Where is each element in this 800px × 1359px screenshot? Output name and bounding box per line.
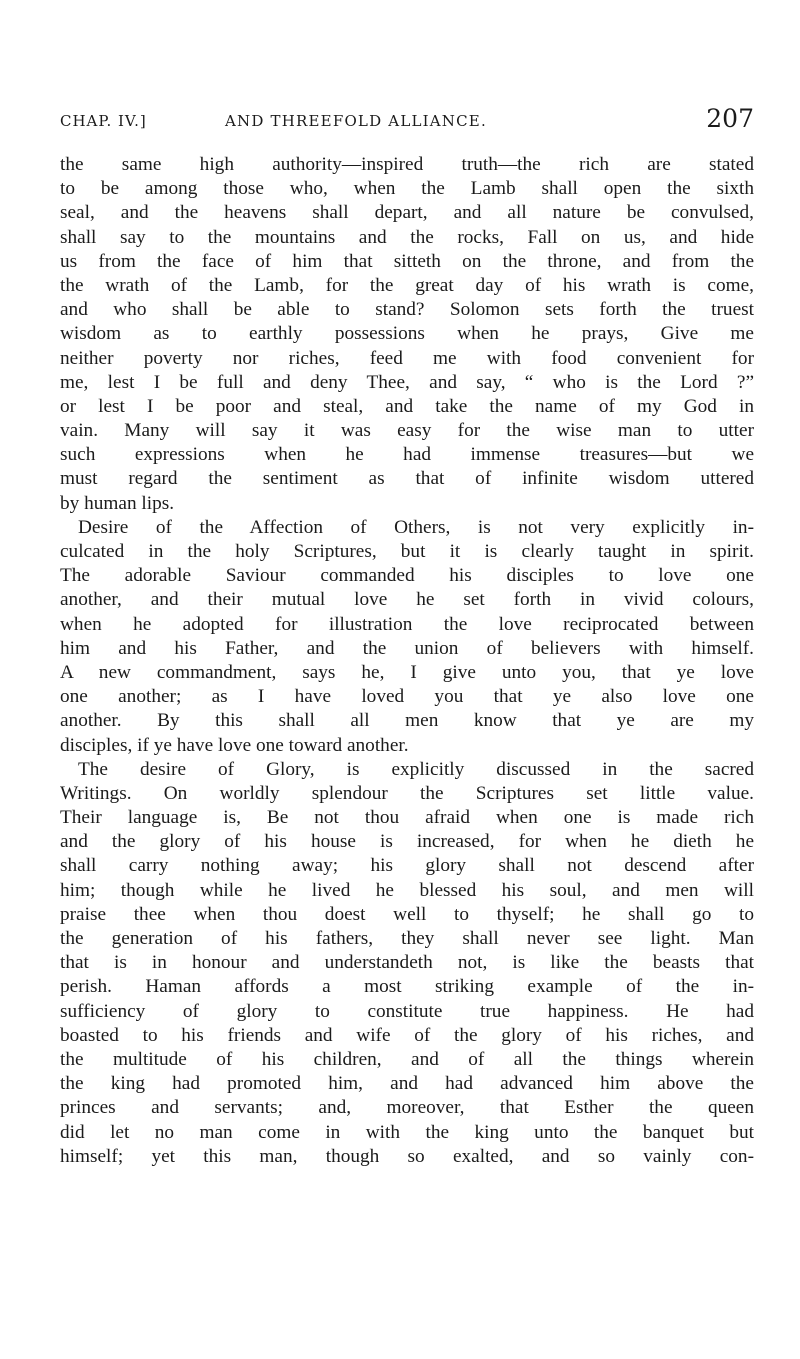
text-line: wisdom as to earthly possessions when he prays, Give me xyxy=(60,323,754,345)
text-line: him; though while he lived he blessed his soul, and men will xyxy=(60,879,754,901)
text-line: another, and their mutual love he set forth in vivid colours, xyxy=(60,589,754,611)
text-line: sufficiency of glory to constitute true happiness. He had xyxy=(60,1000,754,1022)
text-line: Desire of the Affection of Others, is not very explicitly in- xyxy=(78,516,754,538)
text-line: and who shall be able to stand? Solomon sets forth the truest xyxy=(60,299,754,321)
text-line: vain. Many will say it was easy for the wise man to utter xyxy=(60,420,754,442)
chapter-label: CHAP. IV.] xyxy=(60,112,147,130)
text-line: praise thee when thou doest well to thyself; he shall go to xyxy=(60,903,754,925)
text-line: seal, and the heavens shall depart, and all nature be convulsed, xyxy=(60,202,754,224)
text-line: shall carry nothing away; his glory shall not descend after xyxy=(60,855,754,877)
text-line: the king had promoted him, and had advanced him above the xyxy=(60,1073,754,1095)
text-line: and the glory of his house is increased, for when he dieth he xyxy=(60,831,754,853)
text-line: must regard the sentiment as that of infinite wisdom uttered xyxy=(60,468,754,490)
text-line: culcated in the holy Scriptures, but it is clearly taught in spirit. xyxy=(60,541,754,562)
text-line: perish. Haman affords a most striking example of the in- xyxy=(60,976,754,998)
text-line: himself; yet this man, though so exalted, and so vainly con- xyxy=(60,1145,754,1167)
text-line: neither poverty nor riches, feed me with food convenient for xyxy=(60,347,754,369)
text-line: disciples, if ye have love one toward another. xyxy=(60,734,409,756)
text-line: the wrath of the Lamb, for the great day of his wrath is come, xyxy=(60,274,754,296)
text-line: to be among those who, when the Lamb shall open the sixth xyxy=(60,178,754,200)
text-line: one another; as I have loved you that ye also love one xyxy=(60,686,754,708)
text-line: Writings. On worldly splendour the Scriptures set little value. xyxy=(60,782,754,804)
text-line: the same high authority—inspired truth—the rich are stated xyxy=(60,154,754,175)
text-line: us from the face of him that sitteth on the throne, and from the xyxy=(60,250,754,272)
text-line: The desire of Glory, is explicitly discussed in the sacred xyxy=(78,758,754,780)
text-line: The adorable Saviour commanded his disciples to love one xyxy=(60,565,754,587)
text-line: or lest I be poor and steal, and take the name of my God in xyxy=(60,395,754,417)
text-line: boasted to his friends and wife of the glory of his riches, and xyxy=(60,1024,754,1046)
text-line: when he adopted for illustration the love reciprocated between xyxy=(60,613,754,635)
text-line: him and his Father, and the union of believers with himself. xyxy=(60,637,754,659)
running-head xyxy=(60,104,754,134)
text-line: me, lest I be full and deny Thee, and say, “ who is the Lord ?” xyxy=(60,371,754,393)
text-line: shall say to the mountains and the rocks, Fall on us, and hide xyxy=(60,226,754,248)
text-line: A new commandment, says he, I give unto you, that ye love xyxy=(60,661,754,683)
text-line: another. By this shall all men know that ye are my xyxy=(60,710,754,732)
text-line: the generation of his fathers, they shall never see light. Man xyxy=(60,928,754,949)
text-line: by human lips. xyxy=(60,492,175,514)
text-line: Their language is, Be not thou afraid when one is made rich xyxy=(60,807,754,829)
text-line: princes and servants; and, moreover, that Esther the queen xyxy=(60,1097,754,1119)
page-number: 207 xyxy=(706,104,754,133)
text-line: such expressions when he had immense treasures—but we xyxy=(60,444,754,466)
text-line: the multitude of his children, and of all the things wherein xyxy=(60,1048,754,1070)
text-line: did let no man come in with the king unto the banquet but xyxy=(60,1121,754,1143)
text-line: that is in honour and understandeth not, is like the beasts that xyxy=(60,952,754,974)
body-text xyxy=(60,153,754,1169)
running-title: AND THREEFOLD ALLIANCE. xyxy=(225,112,487,130)
